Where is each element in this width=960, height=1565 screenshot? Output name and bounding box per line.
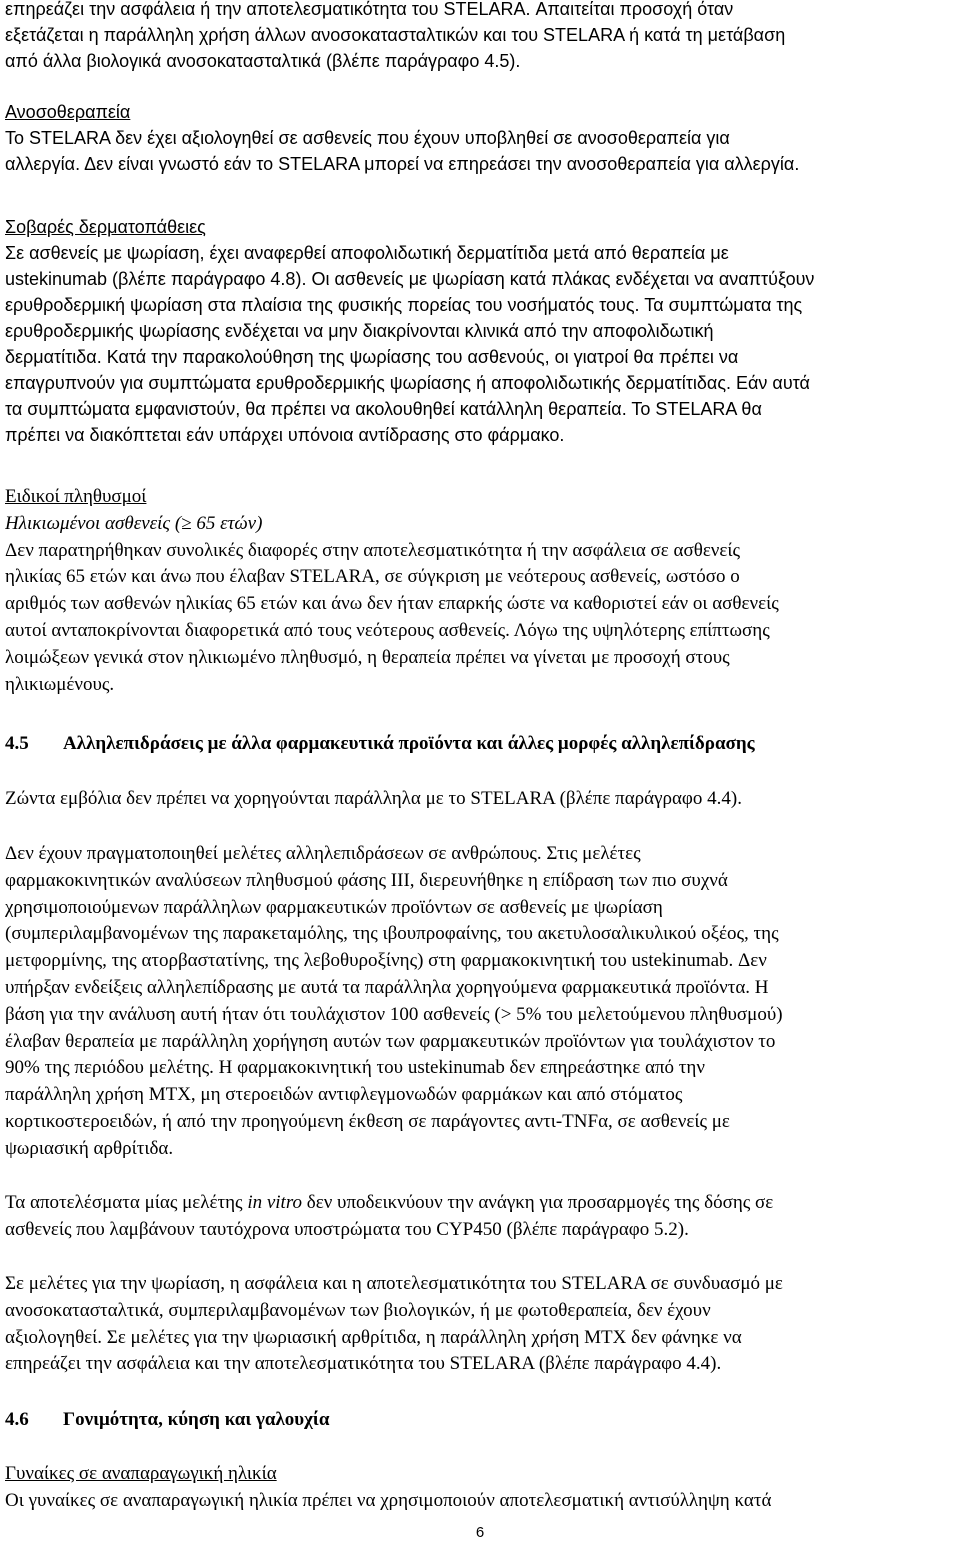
section-number: 4.5 bbox=[5, 733, 29, 754]
text-line: Σε ασθενείς με ψωρίαση, έχει αναφερθεί αποφολιδωτική δερματίτιδα μετά από θεραπεία με bbox=[5, 243, 729, 263]
text-fragment: δεν υποδεικνύουν την ανάγκη για προσαρμογές της δόσης σε bbox=[302, 1192, 774, 1213]
text-line: έλαβαν θεραπεία με παράλληλη χορήγηση αυτών των φαρμακευτικών προϊόντων για τουλάχιστον το bbox=[5, 1030, 776, 1052]
text-line: φαρμακοκινητικών αναλύσεων πληθυσμού φάσης III, διερευνήθηκε η επίδραση των πιο συχνά bbox=[5, 869, 728, 891]
text-line: 90% της περιόδου μελέτης. Η φαρμακοκινητική του ustekinumab δεν επηρεάστηκε από την bbox=[5, 1057, 705, 1079]
text-line: επηρεάζει την ασφάλεια ή την αποτελεσματικότητα του STELARA. Απαιτείται προσοχή όταν bbox=[5, 0, 734, 19]
immunotherapy-section bbox=[5, 99, 955, 177]
text-line: δερματίτιδα. Κατά την παρακολούθηση της ψωρίασης του ασθενούς, οι γιατροί θα πρέπει να bbox=[5, 347, 739, 367]
in-vitro-term: in vitro bbox=[247, 1192, 303, 1213]
text-line: αξιολογηθεί. Σε μελέτες για την ψωριασική αρθρίτιδα, η παράλληλη χρήση MTX δεν φάνηκε να bbox=[5, 1326, 742, 1348]
text-line: λοιμώξεων γενικά στον ηλικιωμένο πληθυσμό, η θεραπεία πρέπει να γίνεται με προσοχή στους bbox=[5, 646, 730, 668]
text-line: χρησιμοποιούμενων παράλληλων φαρμακευτικών προϊόντων σε ασθενείς με ψωρίαση bbox=[5, 896, 663, 918]
section-4-5-heading bbox=[5, 731, 955, 758]
text-line: ustekinumab (βλέπε παράγραφο 4.8). Οι ασθενείς με ψωρίαση κατά πλάκας ενδέχεται να αναπτύξουν bbox=[5, 269, 815, 289]
text-fragment: Τα αποτελέσματα μίας μελέτης bbox=[5, 1192, 248, 1213]
text-line: Το STELARA δεν έχει αξιολογηθεί σε ασθενείς που έχουν υποβληθεί σε ανοσοθεραπεία για bbox=[5, 128, 730, 148]
section-4-6-heading bbox=[5, 1407, 955, 1434]
section-title: Γονιμότητα, κύηση και γαλουχία bbox=[63, 1409, 330, 1430]
section-4-6-paragraph bbox=[5, 1461, 955, 1515]
text-line: εξετάζεται η παράλληλη χρήση άλλων ανοσοκατασταλτικών και του STELARA ή κατά τη μετάβαση bbox=[5, 25, 786, 45]
text-line: πρέπει να διακόπτεται εάν υπάρχει υπόνοια αντίδρασης στο φάρμακο. bbox=[5, 425, 565, 445]
text-line: Δεν έχουν πραγματοποιηθεί μελέτες αλληλεπιδράσεων σε ανθρώπους. Στις μελέτες bbox=[5, 843, 641, 864]
special-populations-section bbox=[5, 484, 955, 698]
skin-conditions-section bbox=[5, 214, 955, 448]
women-childbearing-subheading: Γυναίκες σε αναπαραγωγική ηλικία bbox=[5, 1463, 277, 1484]
section-4-5-paragraph-3 bbox=[5, 1190, 955, 1244]
text-line: βάση για την ανάλυση αυτή ήταν ότι τουλάχιστον 100 ασθενείς (> 5% του μελετούμενου πληθυσμού) bbox=[5, 1003, 783, 1025]
section-title: Αλληλεπιδράσεις με άλλα φαρμακευτικά προϊόντα και άλλες μορφές αλληλεπίδρασης bbox=[63, 733, 755, 754]
text-line: μετφορμίνης, της ατορβαστατίνης, της λεβοθυροξίνης) στη φαρμακοκινητική του ustekinumab. Δεν bbox=[5, 950, 767, 972]
elderly-subheading: Ηλικιωμένοι ασθενείς (≥ 65 ετών) bbox=[5, 512, 263, 534]
text-line: παράλληλη χρήση MTX, μη στεροειδών αντιφλεγμονωδών φαρμάκων και από στόματος bbox=[5, 1084, 683, 1106]
text-line: ανοσοκατασταλτικά, συμπεριλαμβανομένων των βιολογικών, ή με φωτοθεραπεία, δεν έχουν bbox=[5, 1299, 711, 1321]
section-4-5-paragraph-2 bbox=[5, 841, 955, 1163]
text-line: ηλικιωμένους. bbox=[5, 673, 115, 695]
text-line: ερυθροδερμικής ψωρίασης ενδέχεται να μην διακρίνονται κλινικά από την αποφολιδωτική bbox=[5, 321, 714, 341]
immunotherapy-heading: Ανοσοθεραπεία bbox=[5, 102, 131, 122]
text-line: Δεν παρατηρήθηκαν συνολικές διαφορές στην αποτελεσματικότητα ή την ασφάλεια σε ασθενείς bbox=[5, 539, 741, 561]
skin-conditions-heading: Σοβαρές δερματοπάθειες bbox=[5, 217, 206, 237]
text-line: κορτικοστεροειδών, ή από την προηγούμενη έκθεση σε παράγοντες αντι-TNFα, σε ασθενείς με bbox=[5, 1110, 730, 1132]
section-number: 4.6 bbox=[5, 1409, 29, 1430]
text-line: επαγρυπνούν για συμπτώματα ερυθροδερμικής ψωρίασης ή αποφολιδωτικής δερματίτιδας. Εάν αυτά bbox=[5, 373, 810, 393]
section-4-5-paragraph-4 bbox=[5, 1271, 955, 1378]
intro-paragraph bbox=[5, 0, 955, 74]
text-line: ψωριασική αρθρίτιδα. bbox=[5, 1137, 174, 1159]
text-line: αριθμός των ασθενών ηλικίας 65 ετών και άνω δεν ήταν επαρκής ώστε να καθοριστεί εάν οι ασθενείς bbox=[5, 593, 779, 615]
section-4-5-paragraph-1 bbox=[5, 786, 955, 813]
text-line: ασθενείς που λαμβάνουν ταυτόχρονα υποστρώματα του CYP450 (βλέπε παράγραφο 5.2). bbox=[5, 1218, 689, 1240]
text-line: υπήρξαν ενδείξεις αλληλεπίδρασης με αυτά τα παράλληλα χορηγούμενα φαρμακευτικά προϊόντα. Η bbox=[5, 976, 769, 998]
text-line: Σε μελέτες για την ψωρίαση, η ασφάλεια και η αποτελεσματικότητα του STELARA σε συνδυασμό με bbox=[5, 1273, 783, 1294]
text-line: αλλεργία. Δεν είναι γνωστό εάν το STELARA μπορεί να επηρεάσει την ανοσοθεραπεία για αλλεργία. bbox=[5, 154, 800, 174]
text-line: από άλλα βιολογικά ανοσοκατασταλτικά (βλέπε παράγραφο 4.5). bbox=[5, 51, 521, 71]
text-line: αυτοί ανταποκρίνονται διαφορετικά από τους νεότερους ασθενείς. Λόγω της υψηλότερης επίπτωσης bbox=[5, 619, 770, 641]
special-populations-heading: Ειδικοί πληθυσμοί bbox=[5, 486, 147, 507]
text-line: Οι γυναίκες σε αναπαραγωγική ηλικία πρέπει να χρησιμοποιούν αποτελεσματική αντισύλληψη κατά bbox=[5, 1489, 772, 1511]
text-line: επηρεάζει την ασφάλεια και την αποτελεσματικότητα του STELARA (βλέπε παράγραφο 4.4). bbox=[5, 1353, 722, 1375]
text-line: ηλικίας 65 ετών και άνω που έλαβαν STELARA, σε σύγκριση με νεότερους ασθενείς, ωστόσο ο bbox=[5, 566, 740, 588]
page-number: 6 bbox=[475, 1524, 485, 1541]
text-line: ερυθροδερμική ψωρίαση στα πλαίσια της φυσικής πορείας του νοσήματός τους. Τα συμπτώματα της bbox=[5, 295, 803, 315]
text-line: Ζώντα εμβόλια δεν πρέπει να χορηγούνται παράλληλα με το STELARA (βλέπε παράγραφο 4.4). bbox=[5, 788, 742, 809]
text-line: (συμπεριλαμβανομένων της παρακεταμόλης, της ιβουπροφαίνης, του ακετυλοσαλικυλικού οξέος, της bbox=[5, 923, 779, 945]
text-line: τα συμπτώματα εμφανιστούν, θα πρέπει να ακολουθηθεί κατάλληλη θεραπεία. Το STELARA θα bbox=[5, 399, 762, 419]
